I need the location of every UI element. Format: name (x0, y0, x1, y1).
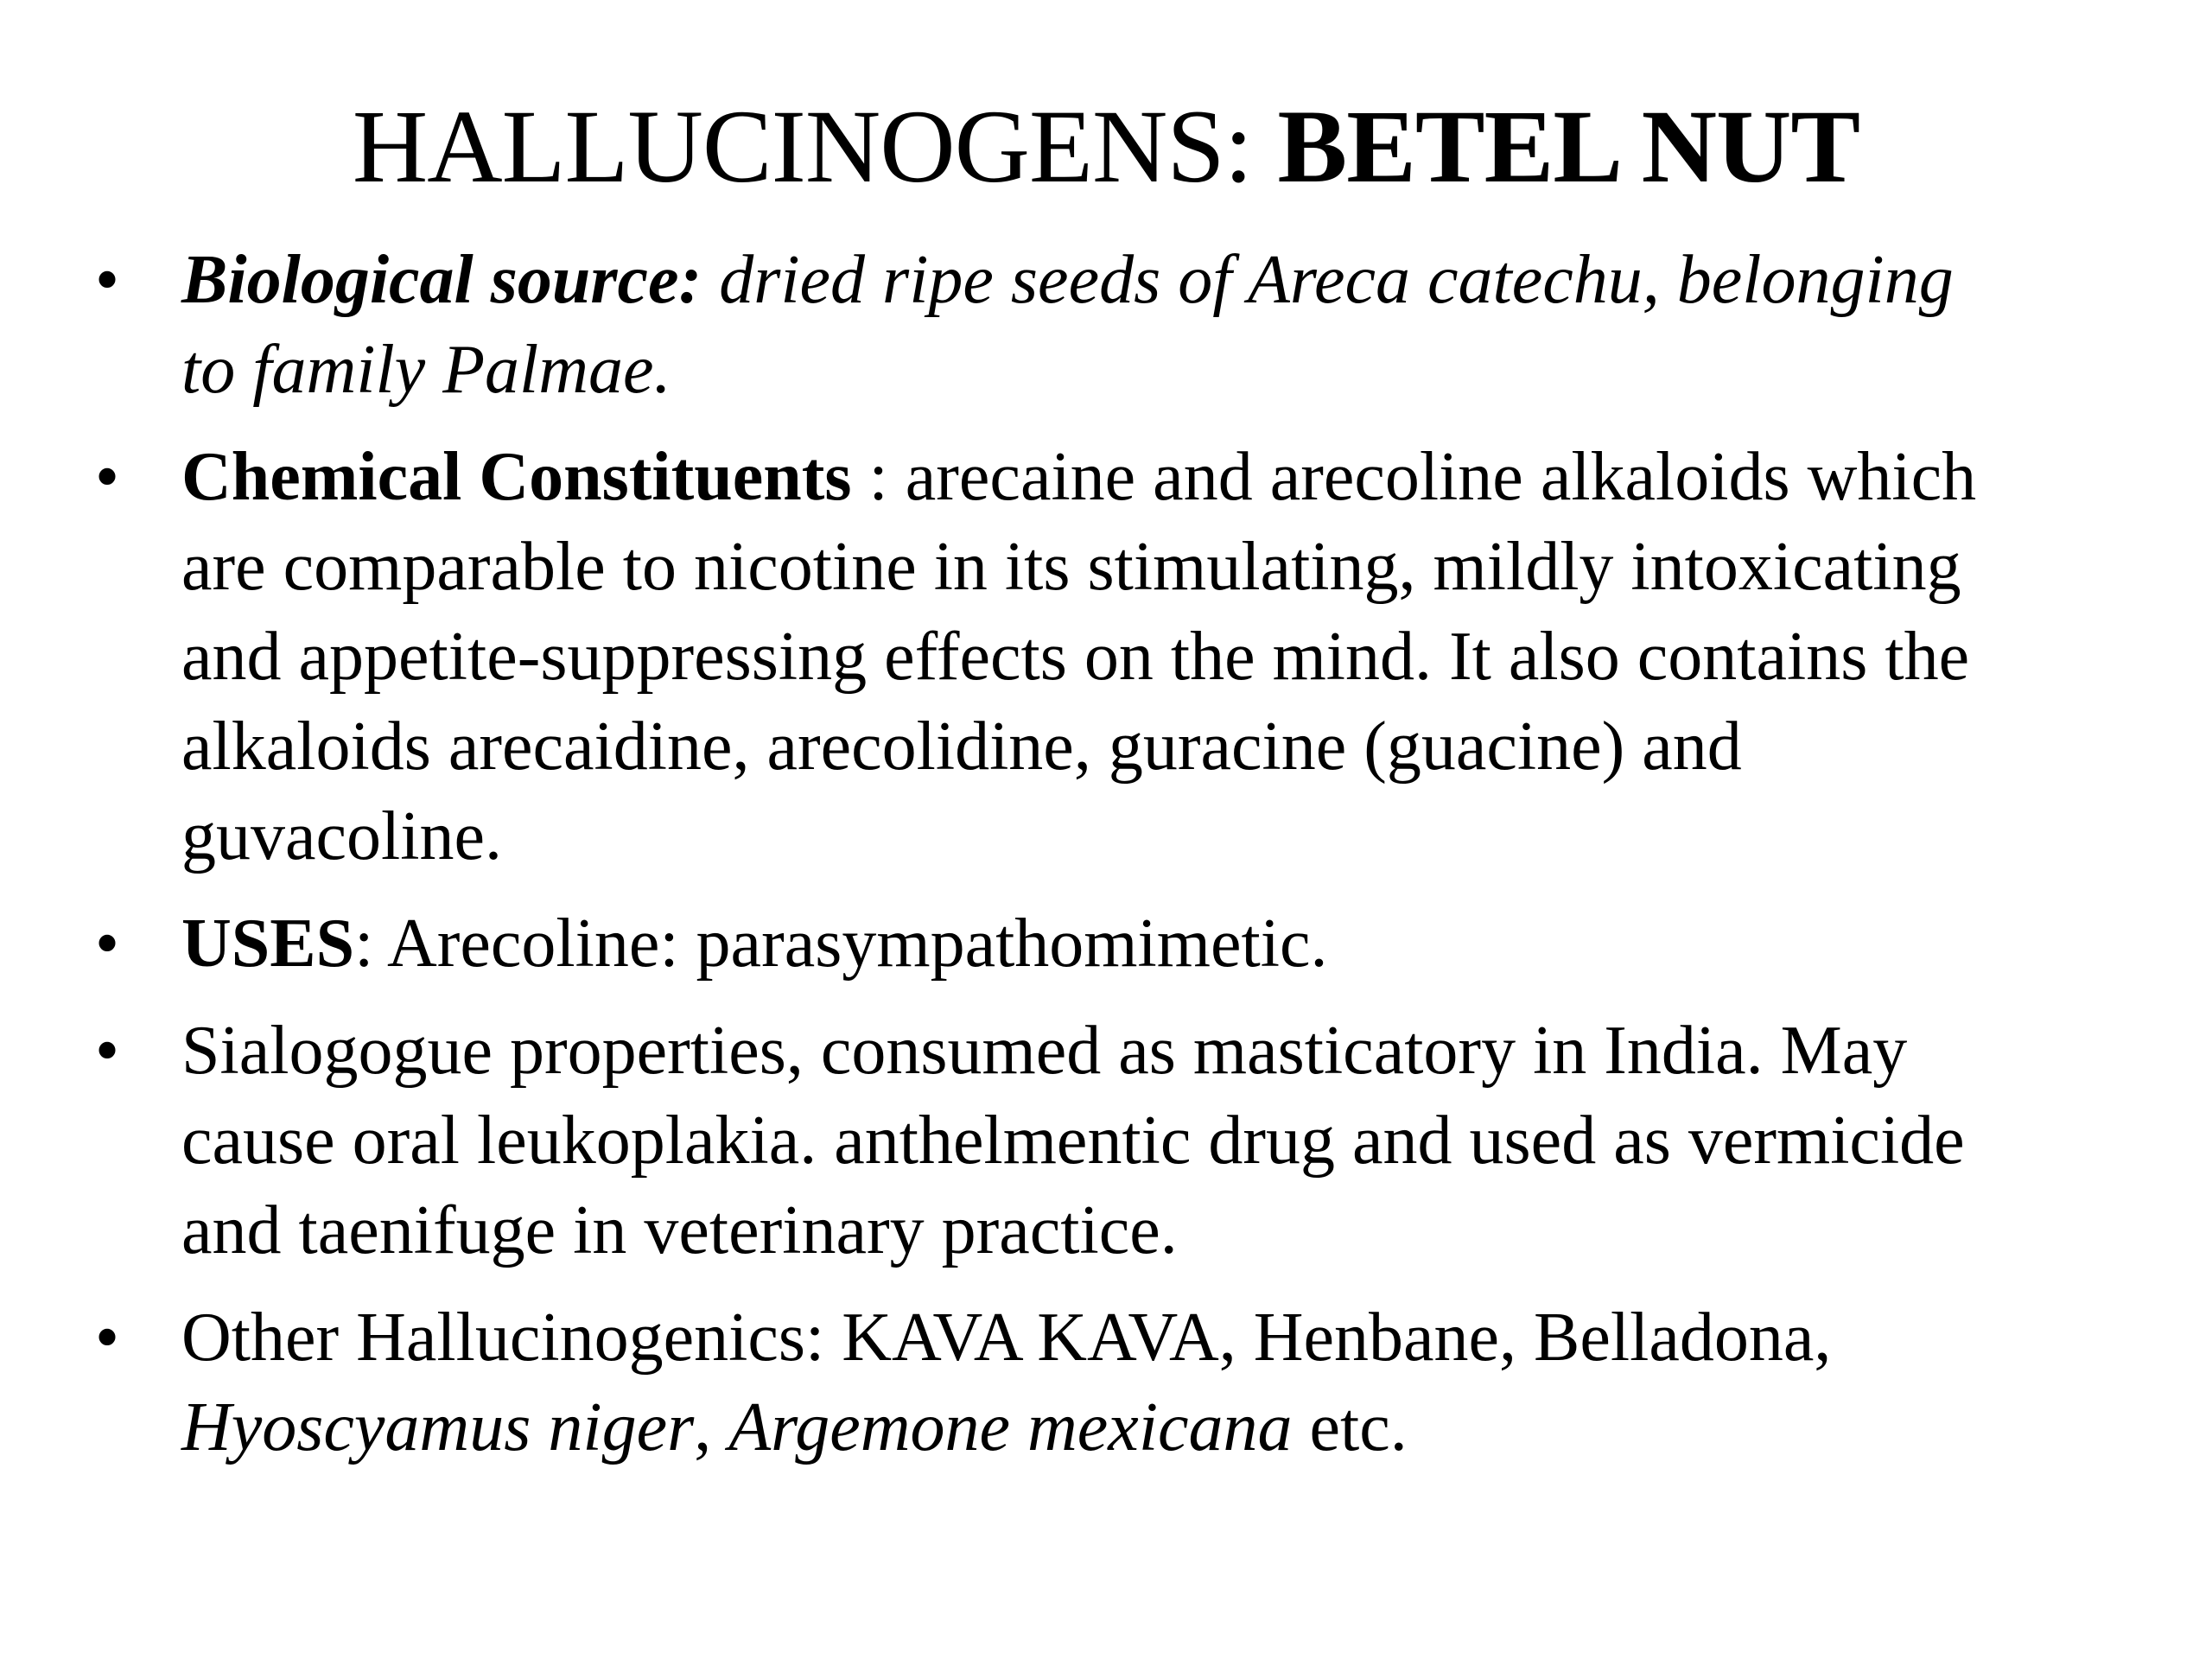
species-separator: , (694, 1389, 729, 1465)
sialogogue-line-3: and taenifuge in veterinary practice. (181, 1192, 1178, 1268)
bullet-icon: • (95, 1300, 120, 1376)
title-emphasis: BETEL NUT (1277, 89, 1860, 205)
species-hyoscyamus: Hyoscyamus niger (181, 1389, 695, 1465)
other-line-1: Other Hallucinogenics: KAVA KAVA, Henbane, Belladona, (181, 1300, 1832, 1376)
bullet-icon: • (95, 1013, 120, 1089)
bullet-icon: • (95, 242, 120, 318)
bullet-sialogogue (95, 1006, 2169, 1275)
uses-line (181, 899, 2169, 988)
bullet-icon: • (95, 439, 120, 515)
uses-label: USES (181, 906, 355, 982)
bullet-icon: • (95, 906, 120, 982)
other-tail: etc. (1292, 1389, 1408, 1465)
uses-text: : Arecoline: parasympathomimetic. (354, 906, 1328, 982)
constituents-text-1: : arecaine and arecoline alkaloids which (851, 439, 1977, 515)
sialogogue-line-1: Sialogogue properties, consumed as masticatory in India. May (181, 1013, 1908, 1089)
title-prefix: HALLUCINOGENS: (352, 89, 1278, 205)
slide-title (0, 86, 2212, 207)
constituents-line-5: guvacoline. (181, 798, 502, 874)
species-argemone: Argemone mexicana (728, 1389, 1293, 1465)
source-line-1 (181, 235, 2169, 325)
bullet-chemical-constituents (95, 432, 2169, 881)
source-text-1: dried ripe seeds of Areca catechu, belonging (702, 242, 1954, 318)
constituents-line-1 (181, 432, 2169, 522)
other-line-2 (181, 1382, 2169, 1472)
constituents-label: Chemical Constituents (181, 439, 852, 515)
bullet-biological-source (95, 235, 2169, 415)
constituents-line-3: and appetite-suppressing effects on the mind. It also contains the (181, 619, 1970, 695)
source-line-2: to family Palmae. (181, 332, 671, 408)
source-label: Biological source: (181, 242, 702, 318)
constituents-line-4: alkaloids arecaidine, arecolidine, guracine (guacine) and (181, 709, 1742, 785)
sialogogue-line-2: cause oral leukoplakia. anthelmentic drug and used as vermicide (181, 1103, 1965, 1179)
bullet-uses (95, 899, 2169, 988)
bullet-list (95, 235, 2169, 1490)
bullet-other-hallucinogenics (95, 1293, 2169, 1472)
constituents-line-2: are comparable to nicotine in its stimulating, mildly intoxicating (181, 529, 1961, 605)
